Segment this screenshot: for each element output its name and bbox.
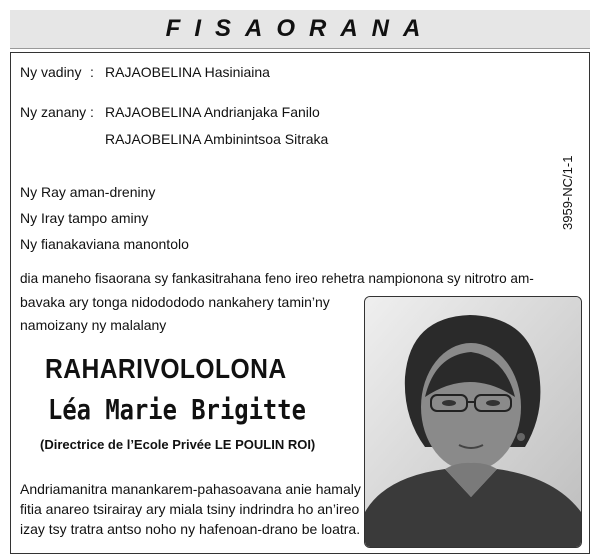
vadiny-sep: : xyxy=(90,64,94,80)
reference-code: 3959-NC/1-1 xyxy=(560,155,575,230)
intro-line-3: namoizany ny malalany xyxy=(20,317,167,333)
reference-wrap xyxy=(560,130,580,230)
zanany-name-1: RAJAOBELINA Andrianjaka Fanilo xyxy=(105,104,320,120)
closing-line-3: izay tsy tratra antso noho ny hafenoan-drano be loatra. xyxy=(20,521,361,537)
zanany-name-2: RAJAOBELINA Ambinintsoa Sitraka xyxy=(105,131,329,147)
family-line-1: Ny Ray aman-dreniny xyxy=(20,184,156,200)
deceased-surname: RAHARIVOLOLONA xyxy=(45,353,287,384)
closing-line-2: fitia anareo tsirairay ary miala tsiny indrindra ho an’ireo xyxy=(20,501,360,517)
family-line-3: Ny fianakaviana manontolo xyxy=(20,236,189,252)
deceased-role: (Directrice de l’Ecole Privée LE POULIN ROI) xyxy=(40,437,316,452)
vadiny-label: Ny vadiny xyxy=(20,64,82,80)
deceased-given-names: Léa Marie Brigitte xyxy=(48,393,306,426)
vadiny-name: RAJAOBELINA Hasiniaina xyxy=(105,64,270,80)
portrait-illustration xyxy=(365,297,581,547)
title-banner xyxy=(10,10,590,49)
zanany-label: Ny zanany xyxy=(20,104,87,120)
closing-line-1: Andriamanitra manankarem-pahasoavana anie hamaly xyxy=(20,481,361,497)
portrait-photo xyxy=(364,296,582,548)
intro-line-2: bavaka ary tonga nidodododo nankahery tamin’ny xyxy=(20,294,330,310)
intro-line-1: dia maneho fisaorana sy fankasitrahana feno ireo rehetra nampionona sy nitrotro am- xyxy=(20,271,534,286)
family-line-2: Ny Iray tampo aminy xyxy=(20,210,149,226)
zanany-sep: : xyxy=(90,104,94,120)
page-title: FISAORANA xyxy=(165,15,435,42)
